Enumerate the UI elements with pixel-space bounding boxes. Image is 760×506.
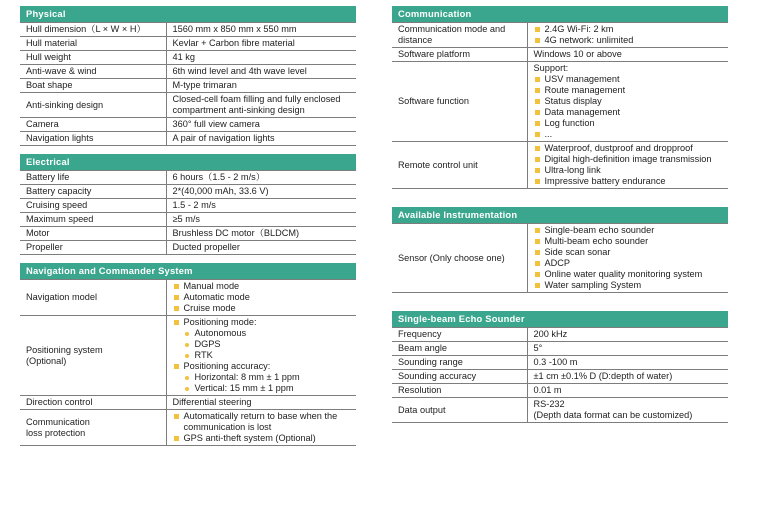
table-row [20,241,356,255]
bullet-list [173,411,351,444]
table-row [20,65,356,79]
list-item: DGPS [173,339,351,350]
table-row [20,213,356,227]
list-item: 2.4G Wi-Fi: 2 km [534,24,723,35]
spec-value: Windows 10 or above [527,48,728,62]
table-row [392,224,728,293]
list-item: Positioning mode: [173,317,351,328]
spec-key: Sensor (Only choose one) [392,224,527,293]
spec-value: 1.5 - 2 m/s [166,199,356,213]
echo-sounder-header: Single-beam Echo Sounder [392,311,728,327]
echo-sounder-section [392,311,728,423]
spec-value [166,410,356,446]
spec-key: Battery capacity [20,185,166,199]
table-row [392,398,728,423]
spec-value: 5° [527,342,728,356]
spec-value: Ducted propeller [166,241,356,255]
spec-value: 2*(40,000 mAh, 33.6 V) [166,185,356,199]
spec-value [527,62,728,142]
list-item: Automatically return to base when the communication is lost [173,411,351,433]
spec-value: 41 kg [166,51,356,65]
spec-key: Propeller [20,241,166,255]
sub-bullet-list [173,328,351,361]
list-item: Manual mode [173,281,351,292]
spec-key: Motor [20,227,166,241]
spec-value: 6th wind level and 4th wave level [166,65,356,79]
list-item: Single-beam echo sounder [534,225,723,236]
spec-value: ±1 cm ±0.1% D (D:depth of water) [527,370,728,384]
table-row [20,23,356,37]
physical-table [20,22,356,146]
spec-value: 360° full view camera [166,118,356,132]
spec-value: 1560 mm x 850 mm x 550 mm [166,23,356,37]
spec-value [527,398,728,423]
list-item: Multi-beam echo sounder [534,236,723,247]
spec-value [527,142,728,189]
table-row [392,370,728,384]
left-column [20,6,356,454]
list-item: Side scan sonar [534,247,723,258]
bullet-list [534,74,723,140]
electrical-table [20,170,356,255]
spec-value-line: RS-232 [533,399,565,409]
spec-value [166,316,356,396]
table-row [20,132,356,146]
physical-header: Physical [20,6,356,22]
instrumentation-section [392,207,728,293]
bullet-list [173,317,351,328]
spec-key: Cruising speed [20,199,166,213]
list-item: Log function [534,118,723,129]
spec-key: Anti-sinking design [20,93,166,118]
spec-value: 0.01 m [527,384,728,398]
table-row [20,227,356,241]
spec-key-line: (Optional) [26,355,67,366]
sub-bullet-list [173,372,351,394]
list-item: USV management [534,74,723,85]
spec-value: 6 hours（1.5 - 2 m/s） [166,171,356,185]
list-item: Online water quality monitoring system [534,269,723,280]
communication-table [392,22,728,189]
list-item: Digital high-definition image transmission [534,154,723,165]
table-row [20,79,356,93]
table-row [392,356,728,370]
bullet-list [534,225,723,291]
list-item: Automatic mode [173,292,351,303]
spec-key: Beam angle [392,342,527,356]
spec-key: Software platform [392,48,527,62]
spec-key: Anti-wave & wind [20,65,166,79]
list-item: GPS anti-theft system (Optional) [173,433,351,444]
list-item: Data management [534,107,723,118]
table-row [20,199,356,213]
spec-key: Communication mode and distance [392,23,527,48]
echo-sounder-table [392,327,728,423]
spec-value [527,224,728,293]
spec-key: Resolution [392,384,527,398]
table-row [392,384,728,398]
list-item: Positioning accuracy: [173,361,351,372]
table-row [20,316,356,396]
spec-value: A pair of navigation lights [166,132,356,146]
spec-key: Hull material [20,37,166,51]
spec-key: Camera [20,118,166,132]
spec-key-line: Positioning system [26,344,103,355]
spec-key: Software function [392,62,527,142]
spec-value: Kevlar + Carbon fibre material [166,37,356,51]
support-label: Support: [533,63,569,73]
spec-value: Brushless DC motor（BLDCM) [166,227,356,241]
spec-value: 200 kHz [527,328,728,342]
spec-key: Maximum speed [20,213,166,227]
right-column [392,6,728,431]
spec-key: Battery life [20,171,166,185]
spec-value: Closed-cell foam filling and fully enclosed compartment anti-sinking design [166,93,356,118]
spec-key: Direction control [20,396,166,410]
list-item: ... [534,129,723,140]
instrumentation-header: Available Instrumentation [392,207,728,223]
bullet-list [173,281,351,314]
table-row [392,342,728,356]
table-row [20,396,356,410]
communication-section [392,6,728,189]
table-row [20,118,356,132]
table-row [20,93,356,118]
spec-key [20,410,166,446]
spec-key-line: loss protection [26,427,86,438]
list-item: Cruise mode [173,303,351,314]
spec-key: Hull dimension（L × W × H） [20,23,166,37]
table-row [20,280,356,316]
spec-key: Frequency [392,328,527,342]
table-row [20,37,356,51]
table-row [392,328,728,342]
communication-header: Communication [392,6,728,22]
list-item: 4G network: unlimited [534,35,723,46]
spec-key: Hull weight [20,51,166,65]
list-item: Route management [534,85,723,96]
spec-key [20,316,166,396]
table-row [392,142,728,189]
list-item: Horizontal: 8 mm ± 1 ppm [173,372,351,383]
spec-value [166,280,356,316]
electrical-section [20,154,356,255]
navigation-table [20,279,356,446]
spec-value: M-type trimaran [166,79,356,93]
navigation-section [20,263,356,446]
spec-key: Navigation model [20,280,166,316]
spec-key: Boat shape [20,79,166,93]
spec-value: Differential steering [166,396,356,410]
spec-value: ≥5 m/s [166,213,356,227]
list-item: Autonomous [173,328,351,339]
table-row [392,62,728,142]
list-item: Water sampling System [534,280,723,291]
spec-key-line: Communication [26,416,90,427]
table-row [20,171,356,185]
spec-value-line: (Depth data format can be customized) [533,410,693,420]
list-item: Ultra-long link [534,165,723,176]
spec-value: 0.3 -100 m [527,356,728,370]
list-item: ADCP [534,258,723,269]
spec-key: Sounding range [392,356,527,370]
table-row [20,410,356,446]
spec-key: Sounding accuracy [392,370,527,384]
electrical-header: Electrical [20,154,356,170]
table-row [20,51,356,65]
list-item: Vertical: 15 mm ± 1 ppm [173,383,351,394]
list-item: Waterproof, dustproof and dropproof [534,143,723,154]
table-row [392,23,728,48]
instrumentation-table [392,223,728,293]
list-item: Impressive battery endurance [534,176,723,187]
list-item: RTK [173,350,351,361]
table-row [392,48,728,62]
spec-key: Navigation lights [20,132,166,146]
list-item: Status display [534,96,723,107]
table-row [20,185,356,199]
bullet-list [534,24,723,46]
bullet-list [534,143,723,187]
spec-value [527,23,728,48]
spec-key: Remote control unit [392,142,527,189]
physical-section [20,6,356,146]
navigation-header: Navigation and Commander System [20,263,356,279]
spec-key: Data output [392,398,527,423]
bullet-list [173,361,351,372]
